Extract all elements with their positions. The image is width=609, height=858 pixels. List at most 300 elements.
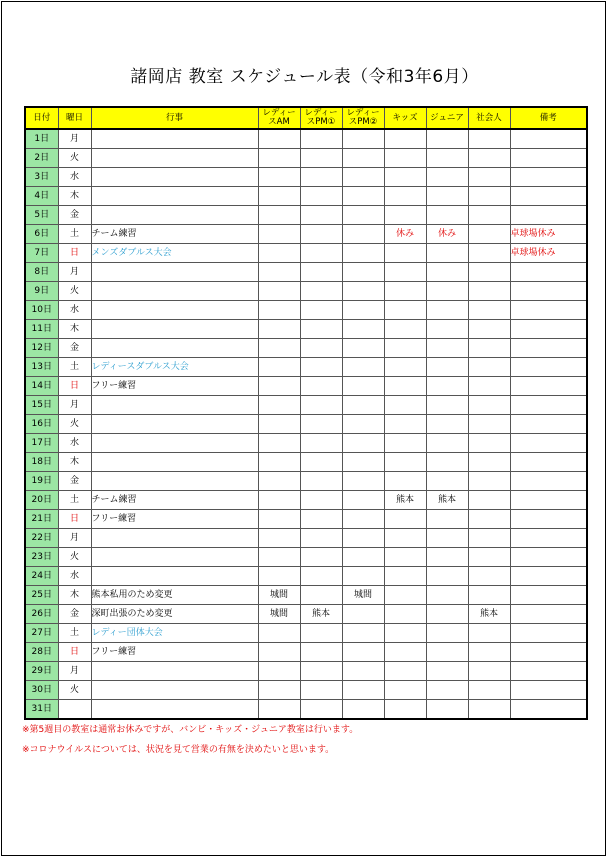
weekday-cell: 月: [58, 662, 91, 681]
lady-am-cell: [258, 187, 300, 206]
junior-cell: [426, 700, 468, 720]
kids-cell: [384, 263, 426, 282]
remarks-cell: [510, 700, 587, 720]
adult-cell: [468, 225, 510, 244]
junior-cell: 熊本: [426, 491, 468, 510]
schedule-table: [24, 106, 588, 720]
kids-cell: [384, 206, 426, 225]
table-row: [25, 586, 587, 605]
lady-am-cell: [258, 377, 300, 396]
lady-am-cell: [258, 453, 300, 472]
lady-pm1-cell: [300, 358, 342, 377]
remarks-cell: [510, 339, 587, 358]
lady-pm2-cell: [342, 510, 384, 529]
remarks-cell: [510, 434, 587, 453]
kids-cell: [384, 453, 426, 472]
junior-cell: [426, 453, 468, 472]
adult-cell: [468, 282, 510, 301]
junior-cell: [426, 472, 468, 491]
event-cell: [91, 282, 258, 301]
header-adult: 社会人: [468, 107, 510, 129]
kids-cell: [384, 244, 426, 263]
event-cell: [91, 396, 258, 415]
junior-cell: [426, 662, 468, 681]
lady-pm2-cell: [342, 548, 384, 567]
table-row: [25, 472, 587, 491]
lady-pm1-cell: [300, 567, 342, 586]
kids-cell: [384, 282, 426, 301]
lady-pm1-cell: [300, 339, 342, 358]
lady-am-cell: 城間: [258, 586, 300, 605]
lady-am-cell: [258, 700, 300, 720]
lady-pm2-cell: [342, 472, 384, 491]
adult-cell: [468, 529, 510, 548]
kids-cell: [384, 567, 426, 586]
lady-pm2-cell: [342, 567, 384, 586]
event-cell: フリー練習: [91, 643, 258, 662]
remarks-cell: [510, 567, 587, 586]
lady-pm2-cell: [342, 206, 384, 225]
lady-pm1-cell: [300, 168, 342, 187]
lady-pm1-cell: [300, 529, 342, 548]
date-cell: 5日: [25, 206, 58, 225]
table-row: [25, 263, 587, 282]
junior-cell: [426, 529, 468, 548]
kids-cell: 休み: [384, 225, 426, 244]
remarks-cell: [510, 662, 587, 681]
event-cell: [91, 567, 258, 586]
lady-pm2-cell: [342, 396, 384, 415]
date-cell: 6日: [25, 225, 58, 244]
lady-pm2-cell: [342, 377, 384, 396]
lady-am-cell: [258, 415, 300, 434]
junior-cell: [426, 396, 468, 415]
date-cell: 24日: [25, 567, 58, 586]
event-cell: [91, 187, 258, 206]
event-cell: チーム練習: [91, 491, 258, 510]
date-cell: 19日: [25, 472, 58, 491]
date-cell: 17日: [25, 434, 58, 453]
lady-am-cell: [258, 491, 300, 510]
event-cell: [91, 320, 258, 339]
lady-pm1-cell: [300, 225, 342, 244]
date-cell: 28日: [25, 643, 58, 662]
kids-cell: [384, 434, 426, 453]
lady-pm2-cell: [342, 529, 384, 548]
remarks-cell: [510, 396, 587, 415]
lady-pm2-cell: [342, 643, 384, 662]
lady-pm2-cell: [342, 301, 384, 320]
header-event: 行事: [91, 107, 258, 129]
remarks-cell: [510, 548, 587, 567]
date-cell: 26日: [25, 605, 58, 624]
header-lady-pm2-line1: レディー: [346, 108, 380, 118]
remarks-cell: [510, 206, 587, 225]
table-row: [25, 129, 587, 149]
event-cell: [91, 168, 258, 187]
header-row: [25, 107, 587, 129]
schedule-body: [25, 129, 587, 719]
adult-cell: [468, 491, 510, 510]
table-row: [25, 624, 587, 643]
weekday-cell: 日: [58, 377, 91, 396]
lady-pm1-cell: [300, 129, 342, 149]
weekday-cell: 木: [58, 320, 91, 339]
header-lady-am-line2: スAM: [268, 117, 290, 127]
lady-pm2-cell: [342, 168, 384, 187]
lady-pm2-cell: [342, 662, 384, 681]
weekday-cell: 水: [58, 434, 91, 453]
adult-cell: [468, 301, 510, 320]
footnote-corona: ※コロナウイルスについては、状況を見て営業の有無を決めたいと思います。: [22, 745, 335, 755]
junior-cell: [426, 129, 468, 149]
lady-pm1-cell: [300, 586, 342, 605]
lady-pm1-cell: [300, 320, 342, 339]
adult-cell: [468, 206, 510, 225]
junior-cell: [426, 567, 468, 586]
junior-cell: [426, 149, 468, 168]
table-row: [25, 225, 587, 244]
lady-pm2-cell: [342, 129, 384, 149]
lady-pm2-cell: [342, 244, 384, 263]
junior-cell: [426, 301, 468, 320]
adult-cell: [468, 434, 510, 453]
junior-cell: [426, 358, 468, 377]
table-row: [25, 168, 587, 187]
remarks-cell: [510, 453, 587, 472]
adult-cell: [468, 320, 510, 339]
date-cell: 1日: [25, 129, 58, 149]
lady-pm2-cell: [342, 339, 384, 358]
event-cell: メンズダブルス大会: [91, 244, 258, 263]
junior-cell: [426, 415, 468, 434]
lady-am-cell: [258, 244, 300, 263]
adult-cell: [468, 681, 510, 700]
lady-am-cell: [258, 681, 300, 700]
event-cell: [91, 681, 258, 700]
weekday-cell: 水: [58, 567, 91, 586]
remarks-cell: [510, 301, 587, 320]
lady-pm2-cell: [342, 453, 384, 472]
kids-cell: [384, 643, 426, 662]
lady-pm1-cell: [300, 244, 342, 263]
remarks-cell: [510, 586, 587, 605]
junior-cell: [426, 168, 468, 187]
header-remarks: 備考: [510, 107, 587, 129]
weekday-cell: 木: [58, 586, 91, 605]
date-cell: 10日: [25, 301, 58, 320]
lady-pm2-cell: [342, 434, 384, 453]
lady-am-cell: [258, 624, 300, 643]
date-cell: 14日: [25, 377, 58, 396]
lady-am-cell: [258, 548, 300, 567]
event-cell: 熊本私用のため変更: [91, 586, 258, 605]
weekday-cell: 土: [58, 225, 91, 244]
remarks-cell: [510, 472, 587, 491]
header-lady-pm2-line2: スPM②: [348, 117, 378, 127]
weekday-cell: 月: [58, 396, 91, 415]
table-row: [25, 339, 587, 358]
remarks-cell: [510, 643, 587, 662]
weekday-cell: 金: [58, 605, 91, 624]
lady-pm2-cell: [342, 700, 384, 720]
kids-cell: [384, 681, 426, 700]
kids-cell: [384, 605, 426, 624]
weekday-cell: 木: [58, 453, 91, 472]
footnote-fifth-week: ※第5週目の教室は通常お休みですが、バンビ・キッズ・ジュニア教室は行います。: [22, 725, 359, 735]
junior-cell: 休み: [426, 225, 468, 244]
kids-cell: [384, 377, 426, 396]
lady-pm1-cell: [300, 453, 342, 472]
lady-am-cell: [258, 206, 300, 225]
table-row: [25, 548, 587, 567]
remarks-cell: [510, 681, 587, 700]
remarks-cell: [510, 510, 587, 529]
lady-pm1-cell: [300, 263, 342, 282]
junior-cell: [426, 339, 468, 358]
lady-pm2-cell: [342, 358, 384, 377]
lady-am-cell: [258, 263, 300, 282]
date-cell: 11日: [25, 320, 58, 339]
adult-cell: [468, 586, 510, 605]
weekday-cell: 水: [58, 168, 91, 187]
header-junior: ジュニア: [426, 107, 468, 129]
kids-cell: [384, 529, 426, 548]
lady-am-cell: [258, 662, 300, 681]
remarks-cell: [510, 358, 587, 377]
lady-pm1-cell: [300, 700, 342, 720]
lady-am-cell: [258, 567, 300, 586]
kids-cell: [384, 149, 426, 168]
date-cell: 7日: [25, 244, 58, 263]
remarks-cell: [510, 529, 587, 548]
adult-cell: [468, 339, 510, 358]
weekday-cell: 日: [58, 244, 91, 263]
lady-pm2-cell: [342, 605, 384, 624]
event-cell: フリー練習: [91, 377, 258, 396]
header-lady-am-line1: レディー: [262, 108, 296, 118]
adult-cell: [468, 662, 510, 681]
remarks-cell: [510, 187, 587, 206]
junior-cell: [426, 206, 468, 225]
adult-cell: [468, 700, 510, 720]
date-cell: 13日: [25, 358, 58, 377]
lady-pm2-cell: [342, 149, 384, 168]
kids-cell: [384, 510, 426, 529]
junior-cell: [426, 643, 468, 662]
adult-cell: [468, 643, 510, 662]
lady-pm1-cell: [300, 491, 342, 510]
table-row: [25, 377, 587, 396]
weekday-cell: 日: [58, 510, 91, 529]
lady-pm1-cell: [300, 396, 342, 415]
junior-cell: [426, 320, 468, 339]
remarks-cell: [510, 415, 587, 434]
remarks-cell: [510, 491, 587, 510]
event-cell: [91, 129, 258, 149]
event-cell: [91, 434, 258, 453]
date-cell: 9日: [25, 282, 58, 301]
remarks-cell: [510, 320, 587, 339]
adult-cell: [468, 377, 510, 396]
kids-cell: [384, 548, 426, 567]
junior-cell: [426, 681, 468, 700]
junior-cell: [426, 263, 468, 282]
kids-cell: 熊本: [384, 491, 426, 510]
header-lady-am: [258, 107, 300, 129]
header-date: 日付: [25, 107, 58, 129]
weekday-cell: 火: [58, 681, 91, 700]
junior-cell: [426, 510, 468, 529]
weekday-cell: 火: [58, 149, 91, 168]
lady-am-cell: [258, 358, 300, 377]
lady-pm1-cell: [300, 548, 342, 567]
lady-pm2-cell: [342, 624, 384, 643]
junior-cell: [426, 187, 468, 206]
lady-pm2-cell: [342, 263, 384, 282]
lady-pm1-cell: [300, 643, 342, 662]
table-row: [25, 643, 587, 662]
lady-pm2-cell: [342, 681, 384, 700]
table-row: [25, 415, 587, 434]
date-cell: 21日: [25, 510, 58, 529]
junior-cell: [426, 244, 468, 263]
event-cell: [91, 415, 258, 434]
date-cell: 30日: [25, 681, 58, 700]
weekday-cell: 金: [58, 339, 91, 358]
weekday-cell: [58, 700, 91, 720]
remarks-cell: [510, 377, 587, 396]
lady-pm1-cell: [300, 206, 342, 225]
table-row: [25, 453, 587, 472]
adult-cell: [468, 187, 510, 206]
table-row: [25, 320, 587, 339]
lady-am-cell: [258, 320, 300, 339]
kids-cell: [384, 187, 426, 206]
lady-am-cell: [258, 510, 300, 529]
weekday-cell: 金: [58, 206, 91, 225]
lady-pm1-cell: [300, 301, 342, 320]
weekday-cell: 月: [58, 529, 91, 548]
remarks-cell: [510, 149, 587, 168]
junior-cell: [426, 548, 468, 567]
event-cell: [91, 662, 258, 681]
header-lady-pm2: [342, 107, 384, 129]
kids-cell: [384, 586, 426, 605]
adult-cell: [468, 129, 510, 149]
weekday-cell: 日: [58, 643, 91, 662]
lady-pm1-cell: [300, 510, 342, 529]
event-cell: [91, 548, 258, 567]
table-row: [25, 681, 587, 700]
weekday-cell: 水: [58, 301, 91, 320]
lady-am-cell: [258, 339, 300, 358]
remarks-cell: [510, 624, 587, 643]
weekday-cell: 土: [58, 624, 91, 643]
junior-cell: [426, 377, 468, 396]
kids-cell: [384, 339, 426, 358]
lady-am-cell: [258, 643, 300, 662]
adult-cell: [468, 548, 510, 567]
date-cell: 23日: [25, 548, 58, 567]
lady-am-cell: [258, 529, 300, 548]
junior-cell: [426, 586, 468, 605]
table-row: [25, 491, 587, 510]
table-row: [25, 149, 587, 168]
table-row: [25, 396, 587, 415]
table-row: [25, 244, 587, 263]
lady-am-cell: [258, 168, 300, 187]
remarks-cell: [510, 282, 587, 301]
lady-pm2-cell: [342, 415, 384, 434]
lady-pm1-cell: [300, 472, 342, 491]
event-cell: [91, 301, 258, 320]
remarks-cell: [510, 263, 587, 282]
kids-cell: [384, 472, 426, 491]
event-cell: [91, 263, 258, 282]
weekday-cell: 木: [58, 187, 91, 206]
junior-cell: [426, 434, 468, 453]
lady-pm1-cell: [300, 377, 342, 396]
table-row: [25, 605, 587, 624]
lady-pm2-cell: [342, 491, 384, 510]
kids-cell: [384, 624, 426, 643]
weekday-cell: 土: [58, 358, 91, 377]
event-cell: 深町出張のため変更: [91, 605, 258, 624]
junior-cell: [426, 605, 468, 624]
kids-cell: [384, 320, 426, 339]
remarks-cell: [510, 168, 587, 187]
weekday-cell: 金: [58, 472, 91, 491]
lady-pm2-cell: [342, 187, 384, 206]
adult-cell: [468, 453, 510, 472]
date-cell: 4日: [25, 187, 58, 206]
adult-cell: [468, 168, 510, 187]
event-cell: チーム練習: [91, 225, 258, 244]
date-cell: 22日: [25, 529, 58, 548]
table-row: [25, 700, 587, 720]
table-row: [25, 529, 587, 548]
event-cell: [91, 339, 258, 358]
lady-am-cell: [258, 301, 300, 320]
date-cell: 27日: [25, 624, 58, 643]
weekday-cell: 火: [58, 415, 91, 434]
adult-cell: 熊本: [468, 605, 510, 624]
event-cell: [91, 529, 258, 548]
event-cell: [91, 700, 258, 720]
lady-pm1-cell: 熊本: [300, 605, 342, 624]
lady-am-cell: [258, 472, 300, 491]
lady-pm2-cell: [342, 320, 384, 339]
weekday-cell: 土: [58, 491, 91, 510]
date-cell: 18日: [25, 453, 58, 472]
date-cell: 16日: [25, 415, 58, 434]
lady-pm1-cell: [300, 624, 342, 643]
table-row: [25, 187, 587, 206]
event-cell: フリー練習: [91, 510, 258, 529]
kids-cell: [384, 700, 426, 720]
kids-cell: [384, 168, 426, 187]
lady-pm2-cell: [342, 225, 384, 244]
lady-am-cell: [258, 129, 300, 149]
table-row: [25, 206, 587, 225]
event-cell: レディースダブルス大会: [91, 358, 258, 377]
lady-am-cell: [258, 149, 300, 168]
kids-cell: [384, 358, 426, 377]
event-cell: [91, 453, 258, 472]
adult-cell: [468, 472, 510, 491]
lady-am-cell: [258, 434, 300, 453]
